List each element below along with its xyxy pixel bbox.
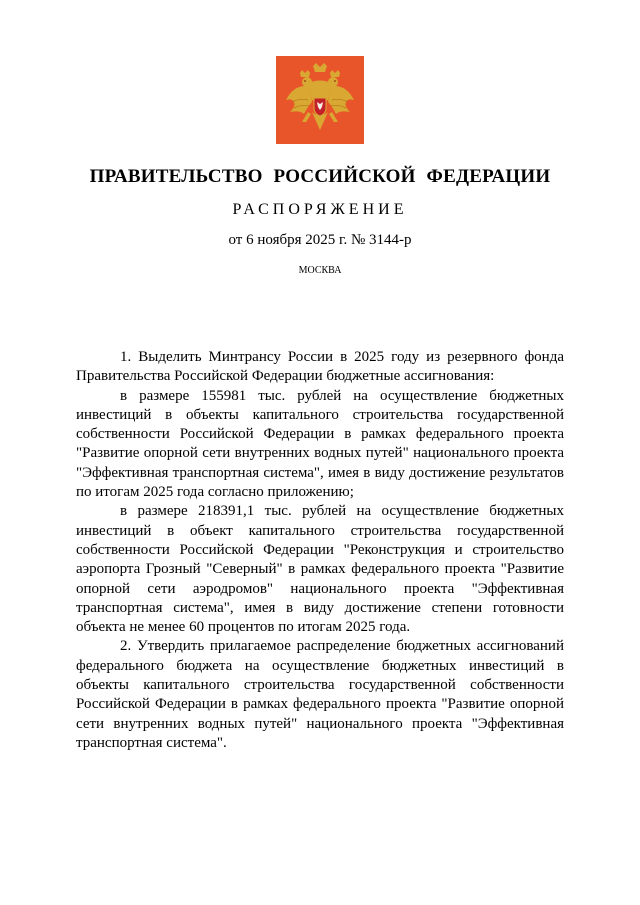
paragraph-1-item-1: в размере 155981 тыс. рублей на осуществление бюджетных инвестиций в объекты капитального строительства государственной собственности Российской Федерации в рамках федерального проекта "Развитие опорной сети внутренних водных путей" национального проекта "Эффективная транспортная система", имея в виду достижение результатов по итогам 2025 года согласно приложению; (76, 387, 564, 501)
paragraph-2: 2. Утвердить прилагаемое распределение бюджетных ассигнований федерального бюджета на осуществление бюджетных инвестиций в объекты капитального строительства государственной собственности Российской Федерации в рамках федерального проекта "Развитие опорной сети внутренних водных путей" национального проекта "Эффективная транспортная система". (76, 638, 564, 751)
document-type: РАСПОРЯЖЕНИЕ (232, 201, 408, 218)
government-title: ПРАВИТЕЛЬСТВО РОССИЙСКОЙ ФЕДЕРАЦИИ (89, 166, 551, 187)
document-date-number: от 6 ноября 2025 г. № 3144-р (228, 232, 412, 248)
russian-coat-of-arms-icon (276, 56, 364, 144)
paragraph-1: 1. Выделить Минтрансу России в 2025 году из резервного фонда Правительства Российской Федерации бюджетные ассигнования: (76, 349, 564, 385)
paragraph-1-item-2: в размере 218391,1 тыс. рублей на осуществление бюджетных инвестиций в объект капитального строительства государственной собственности Российской Федерации "Реконструкция и строительство аэропорта Грозный "Северный" в рамках федерального проекта "Развитие опорной сети аэродромов" национального проекта "Эффективная транспортная система", имея в виду достижение степени готовности объекта не менее 60 процентов по итогам 2025 года. (76, 503, 564, 636)
document-city: МОСКВА (298, 265, 342, 276)
document-body (76, 348, 564, 753)
